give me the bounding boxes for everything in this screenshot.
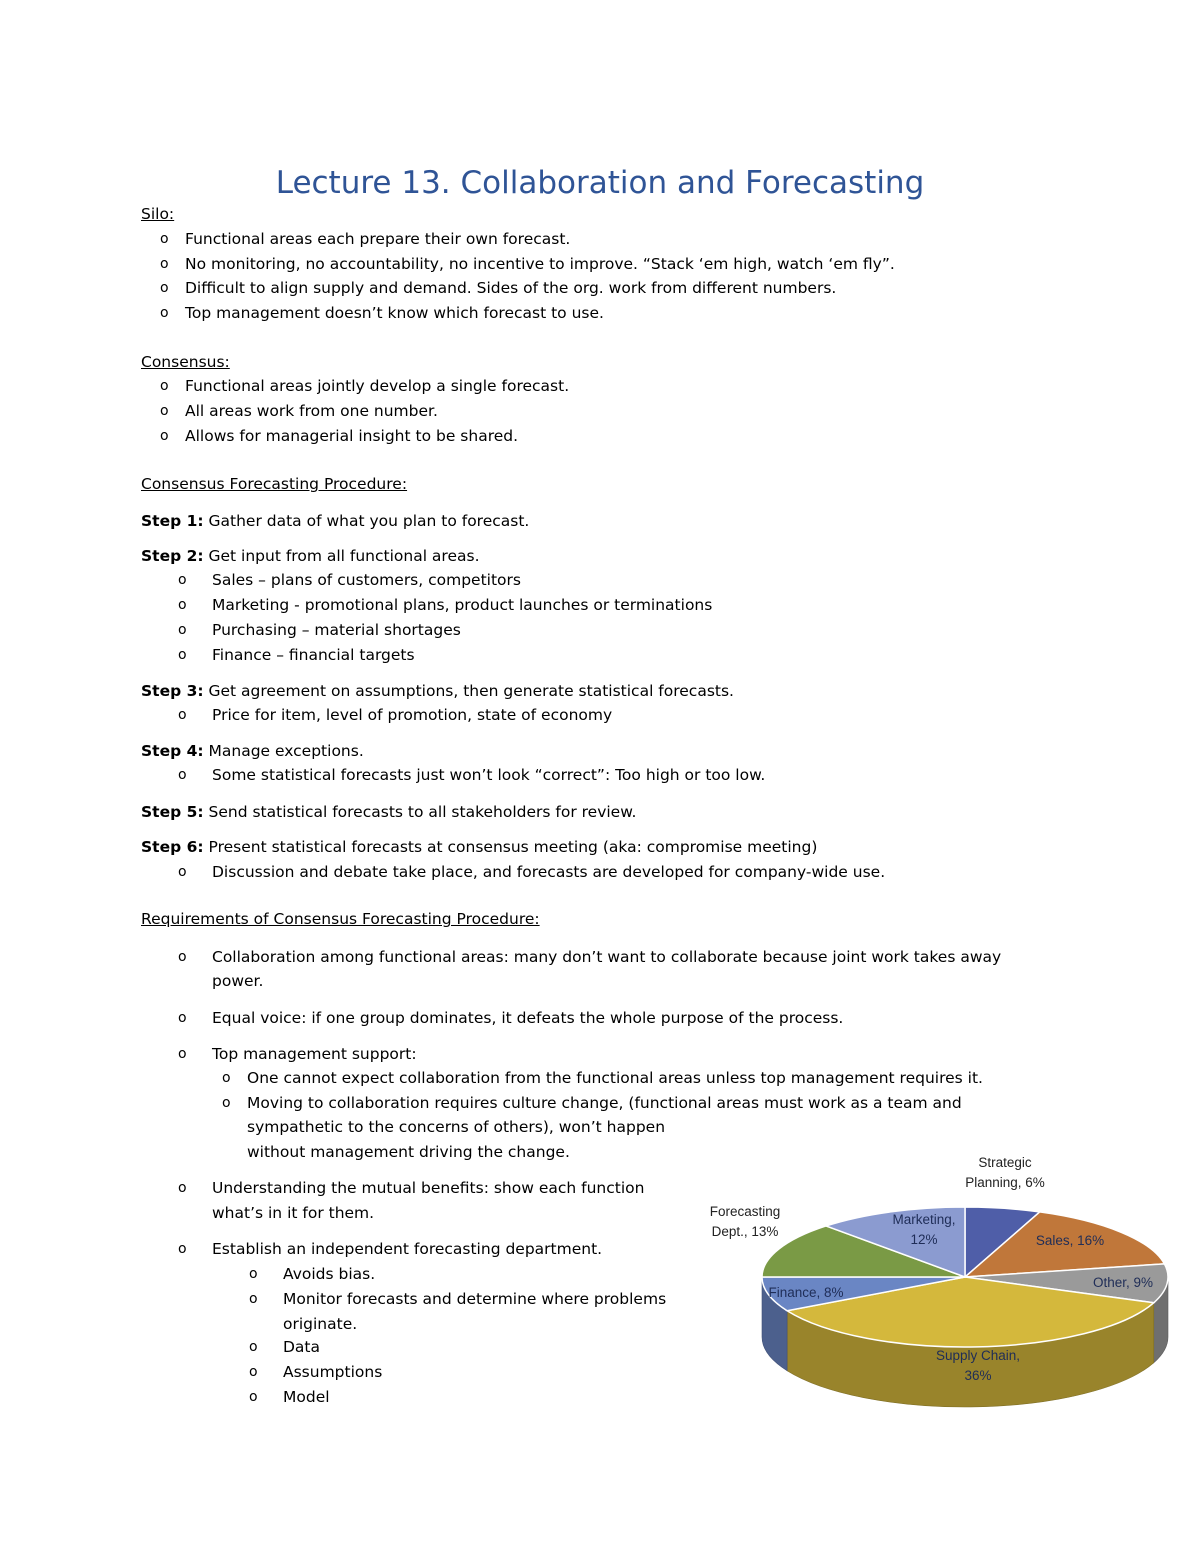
bullet-icon: o: [249, 1291, 258, 1307]
bullet-icon: o: [249, 1364, 258, 1380]
list-item: Finance – financial targets: [212, 646, 415, 664]
step-text: Send statistical forecasts to all stakeholders for review.: [208, 803, 637, 821]
label-finance: Finance, 8%: [768, 1285, 844, 1300]
list-item: Price for item, level of promotion, state of economy: [212, 706, 613, 724]
bullet-icon: o: [178, 647, 187, 663]
bullet-icon: o: [160, 280, 169, 296]
requirements-heading: Requirements of Consensus Forecasting Procedure:: [141, 910, 540, 928]
bullet-icon: o: [178, 864, 187, 880]
label-strategic-line2: Planning, 6%: [965, 1175, 1045, 1190]
step-text: Get agreement on assumptions, then generate statistical forecasts.: [208, 682, 734, 700]
step-text: Get input from all functional areas.: [208, 547, 480, 565]
bullet-icon: o: [178, 597, 187, 613]
bullet-icon: o: [178, 949, 187, 965]
label-forecasting-line1: Forecasting: [709, 1204, 781, 1219]
bullet-icon: o: [160, 378, 169, 394]
bullet-icon: o: [249, 1266, 258, 1282]
bullet-icon: o: [178, 1241, 187, 1257]
list-item: Monitor forecasts and determine where problems: [283, 1290, 667, 1308]
step-label: Step 4:: [141, 742, 204, 760]
bullet-icon: o: [178, 707, 187, 723]
label-other: Other, 9%: [1092, 1275, 1154, 1290]
step-4: [141, 740, 364, 762]
step-3: [141, 680, 734, 702]
bullet-icon: o: [160, 256, 169, 272]
step-label: Step 6:: [141, 838, 204, 856]
list-item: Understanding the mutual benefits: show each function: [212, 1179, 645, 1197]
list-item: Purchasing – material shortages: [212, 621, 461, 639]
bullet-icon: o: [249, 1339, 258, 1355]
step-text: Manage exceptions.: [208, 742, 364, 760]
list-item-continued: originate.: [283, 1315, 358, 1333]
list-item: Difficult to align supply and demand. Sides of the org. work from different numbers.: [185, 279, 837, 297]
consensus-heading: Consensus:: [141, 353, 230, 371]
bullet-icon: o: [249, 1389, 258, 1405]
bullet-icon: o: [160, 428, 169, 444]
list-item: Moving to collaboration requires culture change, (functional areas must work as a team and: [247, 1094, 962, 1112]
step-label: Step 2:: [141, 547, 204, 565]
label-sales: Sales, 16%: [1035, 1233, 1105, 1248]
list-item-continued: sympathetic to the concerns of others), won’t happen: [247, 1118, 666, 1136]
bullet-icon: o: [222, 1095, 231, 1111]
bullet-icon: o: [160, 403, 169, 419]
list-item: Data: [283, 1338, 321, 1356]
label-marketing-line2: 12%: [910, 1232, 938, 1247]
list-item-continued: power.: [212, 972, 264, 990]
procedure-heading: Consensus Forecasting Procedure:: [141, 475, 408, 493]
bullet-icon: o: [178, 1046, 187, 1062]
bullet-icon: o: [160, 305, 169, 321]
list-item: Assumptions: [283, 1363, 383, 1381]
list-item: One cannot expect collaboration from the functional areas unless top management requires it.: [247, 1069, 983, 1087]
list-item: Allows for managerial insight to be shared.: [185, 427, 519, 445]
step-label: Step 3:: [141, 682, 204, 700]
bullet-icon: o: [178, 1010, 187, 1026]
label-supply-line1: Supply Chain,: [935, 1348, 1021, 1363]
step-6: [141, 836, 817, 858]
bullet-icon: o: [222, 1070, 231, 1086]
bullet-icon: o: [178, 767, 187, 783]
list-item-continued: without management driving the change.: [247, 1143, 570, 1161]
list-item: Top management doesn’t know which forecast to use.: [185, 304, 604, 322]
list-item: Some statistical forecasts just won’t look “correct”: Too high or too low.: [212, 766, 766, 784]
step-text: Present statistical forecasts at consensus meeting (aka: compromise meeting): [208, 838, 818, 856]
list-item: All areas work from one number.: [185, 402, 438, 420]
list-item: Equal voice: if one group dominates, it defeats the whole purpose of the process.: [212, 1009, 844, 1027]
bullet-icon: o: [178, 622, 187, 638]
list-item: Discussion and debate take place, and forecasts are developed for company-wide use.: [212, 863, 886, 881]
list-item: Marketing - promotional plans, product launches or terminations: [212, 596, 713, 614]
bullet-icon: o: [178, 572, 187, 588]
list-item: No monitoring, no accountability, no incentive to improve. “Stack ‘em high, watch ‘em fly”.: [185, 255, 895, 273]
bullet-icon: o: [178, 1180, 187, 1196]
page-title: Lecture 13. Collaboration and Forecasting: [275, 165, 925, 201]
list-item: Top management support:: [212, 1045, 417, 1063]
label-strategic-line1: Strategic: [978, 1155, 1032, 1170]
label-forecasting-line2: Dept., 13%: [711, 1224, 779, 1239]
step-label: Step 1:: [141, 512, 204, 530]
list-item: Functional areas each prepare their own forecast.: [185, 230, 571, 248]
list-item: Sales – plans of customers, competitors: [212, 571, 521, 589]
step-label: Step 5:: [141, 803, 204, 821]
label-supply-line2: 36%: [964, 1368, 992, 1383]
list-item: Avoids bias.: [283, 1265, 376, 1283]
step-text: Gather data of what you plan to forecast.: [208, 512, 530, 530]
step-5: [141, 801, 636, 823]
list-item: Model: [283, 1388, 330, 1406]
step-2: [141, 545, 480, 567]
pie-chart: [690, 1145, 1190, 1445]
list-item: Establish an independent forecasting department.: [212, 1240, 603, 1258]
list-item: Functional areas jointly develop a single forecast.: [185, 377, 570, 395]
step-1: [141, 510, 529, 532]
label-marketing-line1: Marketing,: [892, 1212, 956, 1227]
list-item: Collaboration among functional areas: many don’t want to collaborate because joint work takes away: [212, 948, 1002, 966]
silo-heading: Silo:: [141, 205, 175, 223]
bullet-icon: o: [160, 231, 169, 247]
list-item-continued: what’s in it for them.: [212, 1204, 375, 1222]
